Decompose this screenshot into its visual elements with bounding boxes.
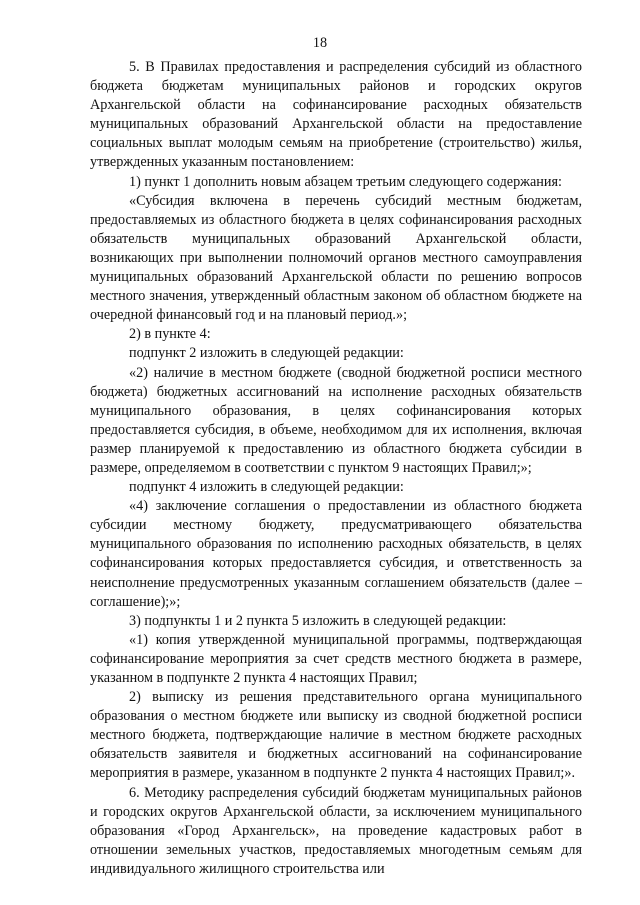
paragraph-quote-subpoint-2: «2) наличие в местном бюджете (сводной бюджетной росписи местного бюджета) бюджетных ассигнований на исполнение расходных обязательств муниципального образования, в целях софинансирования которых предоставляется субсидия, в объеме, необходимом для их исполнения, включая размер планируемой к предоставлению из областного бюджета субсидии в размере, определяемом в соответствии с пунктом 9 настоящих Правил;»; — [90, 364, 582, 476]
paragraph-item-5: 5. В Правилах предоставления и распределения субсидий из областного бюджета бюджетам муниципальных районов и городских округов Архангельской области на софинансирование расходных обязательств муниципальных образований Архангельской области на предоставление социальных выплат молодым семьям на приобретение (строительство) жилья, утвержденных указанным постановлением: — [90, 59, 582, 171]
paragraph-quote-subsidy: «Субсидия включена в перечень субсидий местным бюджетам, предоставляемых из областного бюджета в целях софинансирования расходных обязательств муниципальных образований Архангельской области, возникающих при выполнении полномочий органов местного самоуправления муниципальных образований Архангельской области по решению вопросов местного значения, утвержденный областным законом об областном бюджете на очередной финансовый год и на плановый период.»; — [90, 192, 582, 324]
paragraph-subpoint-4-edit: подпункт 4 изложить в следующей редакции: — [129, 479, 404, 496]
paragraph-item-6: 6. Методику распределения субсидий бюджетам муниципальных районов и городских округов Архангельской области, за исключением муниципального образования «Город Архангельск», на проведение кадастровых работ в отношении земельных участков, предоставляемых многодетным семьям для индивидуального жилищного строительства или — [90, 784, 582, 877]
paragraph-subitem-3: 3) подпункты 1 и 2 пункта 5 изложить в следующей редакции: — [129, 612, 507, 629]
paragraph-quote-subpoint-2b: 2) выписку из решения представительного органа муниципального образования о местном бюджете или выписку из сводной бюджетной росписи местного бюджета, подтверждающие наличие в местном бюджете расходных обязательств заявителя и бюджетных ассигнований на софинансирование мероприятия в размере, указанном в подпункте 2 пункта 4 настоящих Правил;». — [90, 689, 582, 782]
paragraph-subitem-1: 1) пункт 1 дополнить новым абзацем третьим следующего содержания: — [129, 173, 562, 190]
page-number: 18 — [312, 35, 328, 51]
document-body — [90, 58, 582, 879]
paragraph-quote-subpoint-1: «1) копия утвержденной муниципальной программы, подтверждающая софинансирование мероприятия за счет средств местного бюджета в размере, указанном в подпункте 2 пункта 4 настоящих Правил; — [90, 631, 582, 686]
paragraph-quote-subpoint-4: «4) заключение соглашения о предоставлении из областного бюджета субсидии местному бюджету, предусматривающего обязательства муниципального образования по исполнению расходных обязательств, в целях софинансирования которых предоставляется субсидия, и ответственность за неисполнение предусмотренных указанным соглашением обязательств (далее – соглашение);»; — [90, 498, 582, 610]
paragraph-subpoint-2-edit: подпункт 2 изложить в следующей редакции: — [129, 345, 404, 362]
paragraph-subitem-2: 2) в пункте 4: — [129, 326, 211, 343]
